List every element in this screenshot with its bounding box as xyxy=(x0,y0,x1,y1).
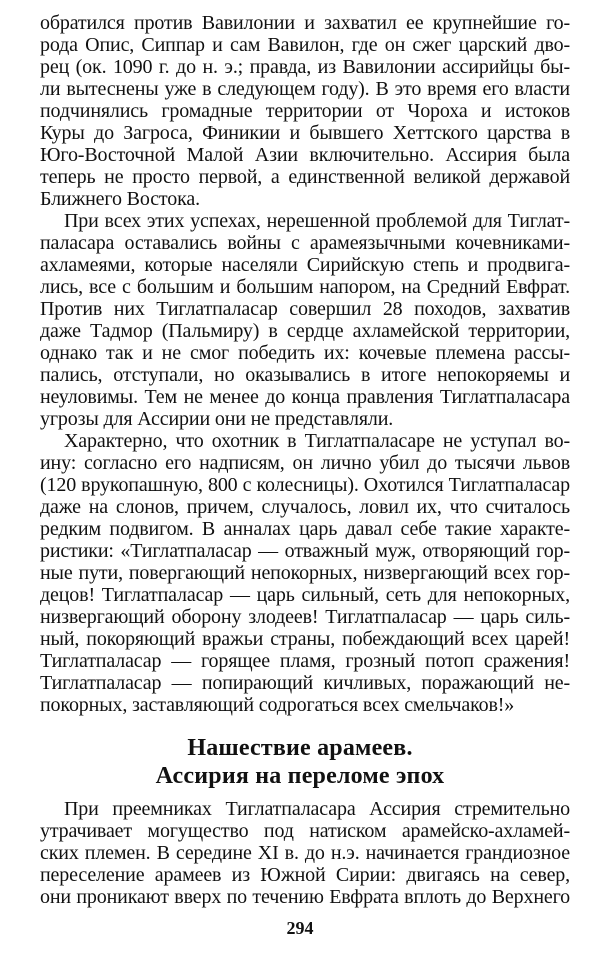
text-line: децов! Тиглатпаласар — царь сильный, сеть для непокорных, xyxy=(40,584,570,606)
text-line: ный, покоряющий вражьи страны, побеждающий всех царей! xyxy=(40,628,570,650)
text-line: Ближнего Востока. xyxy=(40,188,200,210)
text-line: При всех этих успехах, нерешенной проблемой для Тиглат- xyxy=(64,210,570,232)
text-line: даже на слонов, причем, случалось, ловил их, что считалось xyxy=(40,496,570,518)
text-line: лись, все с большим и большим напором, на Средний Евфрат. xyxy=(40,276,570,298)
text-line: покорных, заставляющий содрогаться всех смельчаков!» xyxy=(40,694,515,716)
text-line: низвергающий оборону злодеев! Тиглатпаласар — царь силь- xyxy=(40,606,570,628)
text-line: ахламеями, которые населяли Сирийскую степь и продвига- xyxy=(40,254,570,276)
text-line: редким подвигом. В анналах царь давал себе такие характе- xyxy=(40,518,570,540)
text-line: Тиглатпаласар — попирающий кичливых, поражающий не- xyxy=(40,672,570,694)
text-line: ских племен. В середине XI в. до н.э. начинается грандиозное xyxy=(40,842,570,864)
text-line: Куры до Загроса, Финикии и бывшего Хеттского царства в xyxy=(40,122,570,144)
text-line: угрозы для Ассирии они не представляли. xyxy=(40,408,394,430)
text-line: рец (ок. 1090 г. до н. э.; правда, из Вавилонии ассирийцы бы- xyxy=(40,56,570,78)
text-line: ристики: «Тиглатпаласар — отважный муж, отворяющий гор- xyxy=(40,540,570,562)
text-line: подчинялись громадные территории от Чороха и истоков xyxy=(40,100,570,122)
text-line: Против них Тиглатпаласар совершил 28 походов, захватив xyxy=(40,298,570,320)
text-line: ные пути, повергающий непокорных, низвергающий всех гор- xyxy=(40,562,570,584)
text-line: неуловимы. Тем не менее до конца правления Тиглатпаласара xyxy=(40,386,570,408)
text-line: утрачивает могущество под натиском арамейско-ахламей- xyxy=(40,820,570,842)
text-line: переселение арамеев из Южной Сирии: двигаясь на север, xyxy=(40,864,570,886)
text-line: пались, отступали, но оказывались в итоге непокоряемы и xyxy=(40,364,570,386)
text-line: При преемниках Тиглатпаласара Ассирия стремительно xyxy=(64,798,570,820)
text-line: обратился против Вавилонии и захватил ее крупнейшие го- xyxy=(40,12,570,34)
section-heading-line-1: Нашествие арамеев. xyxy=(187,735,413,761)
text-line: ину: согласно его надписям, он лично убил до тысячи львов xyxy=(40,452,570,474)
text-line: Тиглатпаласар — горящее пламя, грозный потоп сражения! xyxy=(40,650,570,672)
text-line: даже Тадмор (Пальмиру) в сердце ахламейской территории, xyxy=(40,320,570,342)
text-line: Характерно, что охотник в Тиглатпаласаре не уступал во- xyxy=(64,430,570,452)
text-line: они проникают вверх по течению Евфрата вплоть до Верхнего xyxy=(40,886,570,908)
text-line: однако так и не смог победить их: кочевые племена рассы- xyxy=(40,342,570,364)
text-line: (120 врукопашную, 800 с колесницы). Охотился Тиглатпаласар xyxy=(40,474,570,496)
text-line: теперь не просто первой, а единственной великой державой xyxy=(40,166,570,188)
text-line: Юго-Восточной Малой Азии включительно. Ассирия была xyxy=(40,144,570,166)
text-line: ли вытеснены уже в следующем году). В это время его власти xyxy=(40,78,570,100)
text-line: паласара оставались войны с арамеязычными кочевниками- xyxy=(40,232,570,254)
section-heading-line-2: Ассирия на переломе эпох xyxy=(155,763,445,789)
page-number: 294 xyxy=(286,918,314,938)
text-line: рода Опис, Сиппар и сам Вавилон, где он сжег царский дво- xyxy=(40,34,570,56)
